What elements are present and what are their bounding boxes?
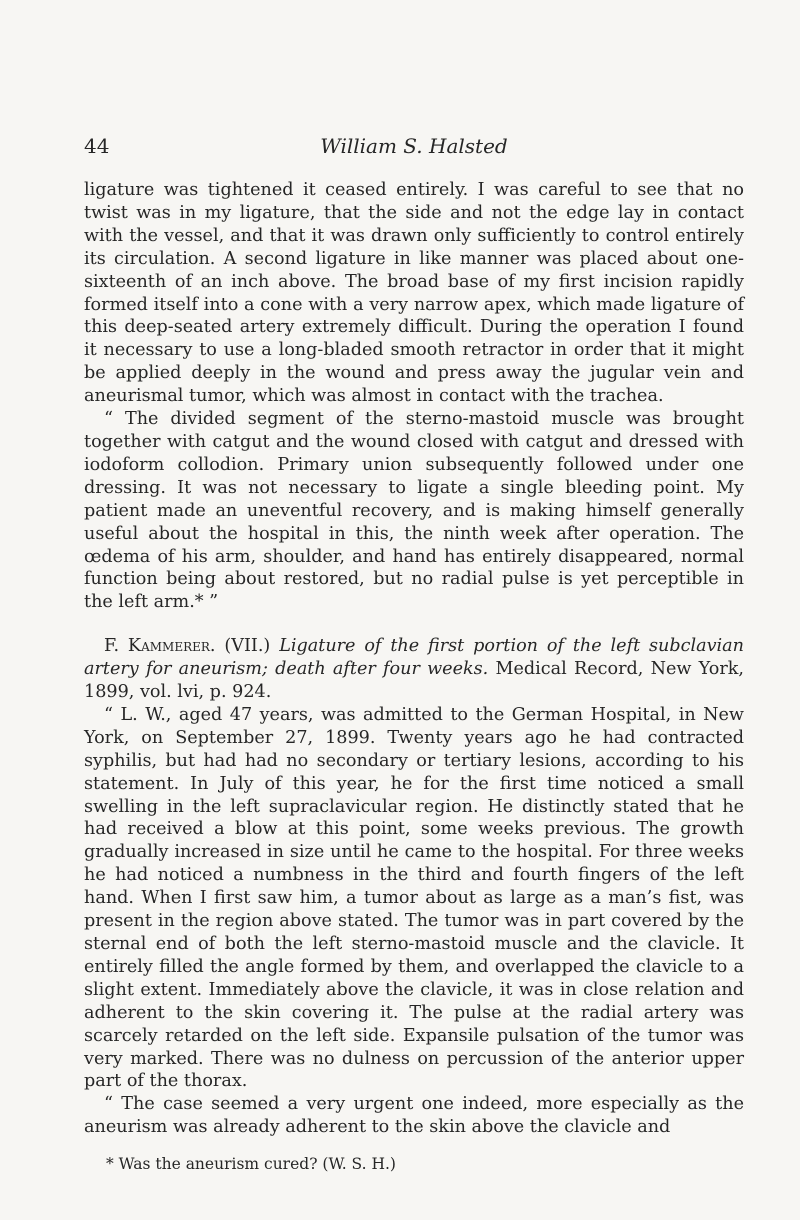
page-number: 44 [84, 134, 110, 158]
paragraph-continuation: ligature was tightened it ceased entirely. I was careful to see that no twist was in my ligature, that the side and not the edge lay in contact with the vessel, and that it was drawn only sufficiently to control entirely its circulation. A second ligature in like manner was placed about one-sixteenth of an inch above. The broad base of my first incision rapidly formed itself into a cone with a very narrow apex, which made ligature of this deep-seated artery extremely difficult. During the operation I found it necessary to use a long-bladed smooth retractor in order that it might be applied deeply in the wound and press away the jugular vein and aneurismal tumor, which was almost in contact with the trachea. [84, 180, 744, 407]
running-head: William S. Halsted [320, 134, 508, 158]
paragraph-quote-wound-closure: “ The divided segment of the sterno-mastoid muscle was brought together with catgut and the wound closed with catgut and dressed with iodoform collodion. Primary union subsequently followed under one dressing. It was not necessary to ligate a single bleeding point. My patient made an uneventful recovery, and is making himself generally useful about the hospital in this, the ninth week after operation. The œdema of his arm, shoulder, and hand has entirely disappeared, normal function being about restored, but no radial pulse is yet perceptible in the left arm.* ” [84, 409, 744, 613]
case-title: Ligature of the first portion of the left subclavian artery for aneurism; death after four weeks. [84, 636, 745, 680]
case-citation [84, 635, 744, 704]
footnote: * Was the aneurism cured? (W. S. H.) [106, 1155, 396, 1173]
section-gap [84, 614, 744, 635]
paragraph-case-history: “ L. W., aged 47 years, was admitted to the German Hospital, in New York, on September 27, 1899. Twenty years ago he had contracted syphilis, but had had no secondary or tertiary lesions, according to his statement. In July of this year, he for the first time noticed a small swelling in the left supraclavicular region. He distinctly stated that he had received a blow at this point, some weeks previous. The growth gradually increased in size until he came to the hospital. For three weeks he had noticed a numbness in the third and fourth fingers of the left hand. When I first saw him, a tumor about as large as a man’s fist, was present in the region above stated. The tumor was in part covered by the sternal end of both the left sterno-mastoid muscle and the clavicle. It entirely filled the angle formed by them, and overlapped the clavicle to a slight extent. Immediately above the clavicle, it was in close relation and adherent to the skin covering it. The pulse at the radial artery was scarcely retarded on the left side. Expansile pulsation of the tumor was very marked. There was no dulness on percussion of the anterior upper part of the thorax. [84, 704, 744, 1092]
case-author: F. Kammerer. [104, 636, 216, 657]
case-number: (VII.) [224, 636, 271, 657]
case-source: Medical Record, New York, 1899, vol. lvi, p. 924. [84, 659, 744, 703]
body-text [84, 179, 744, 1139]
page-header [84, 134, 744, 160]
paragraph-urgent-case: “ The case seemed a very urgent one indeed, more especially as the aneurism was already adherent to the skin above the clavicle and [84, 1094, 744, 1138]
